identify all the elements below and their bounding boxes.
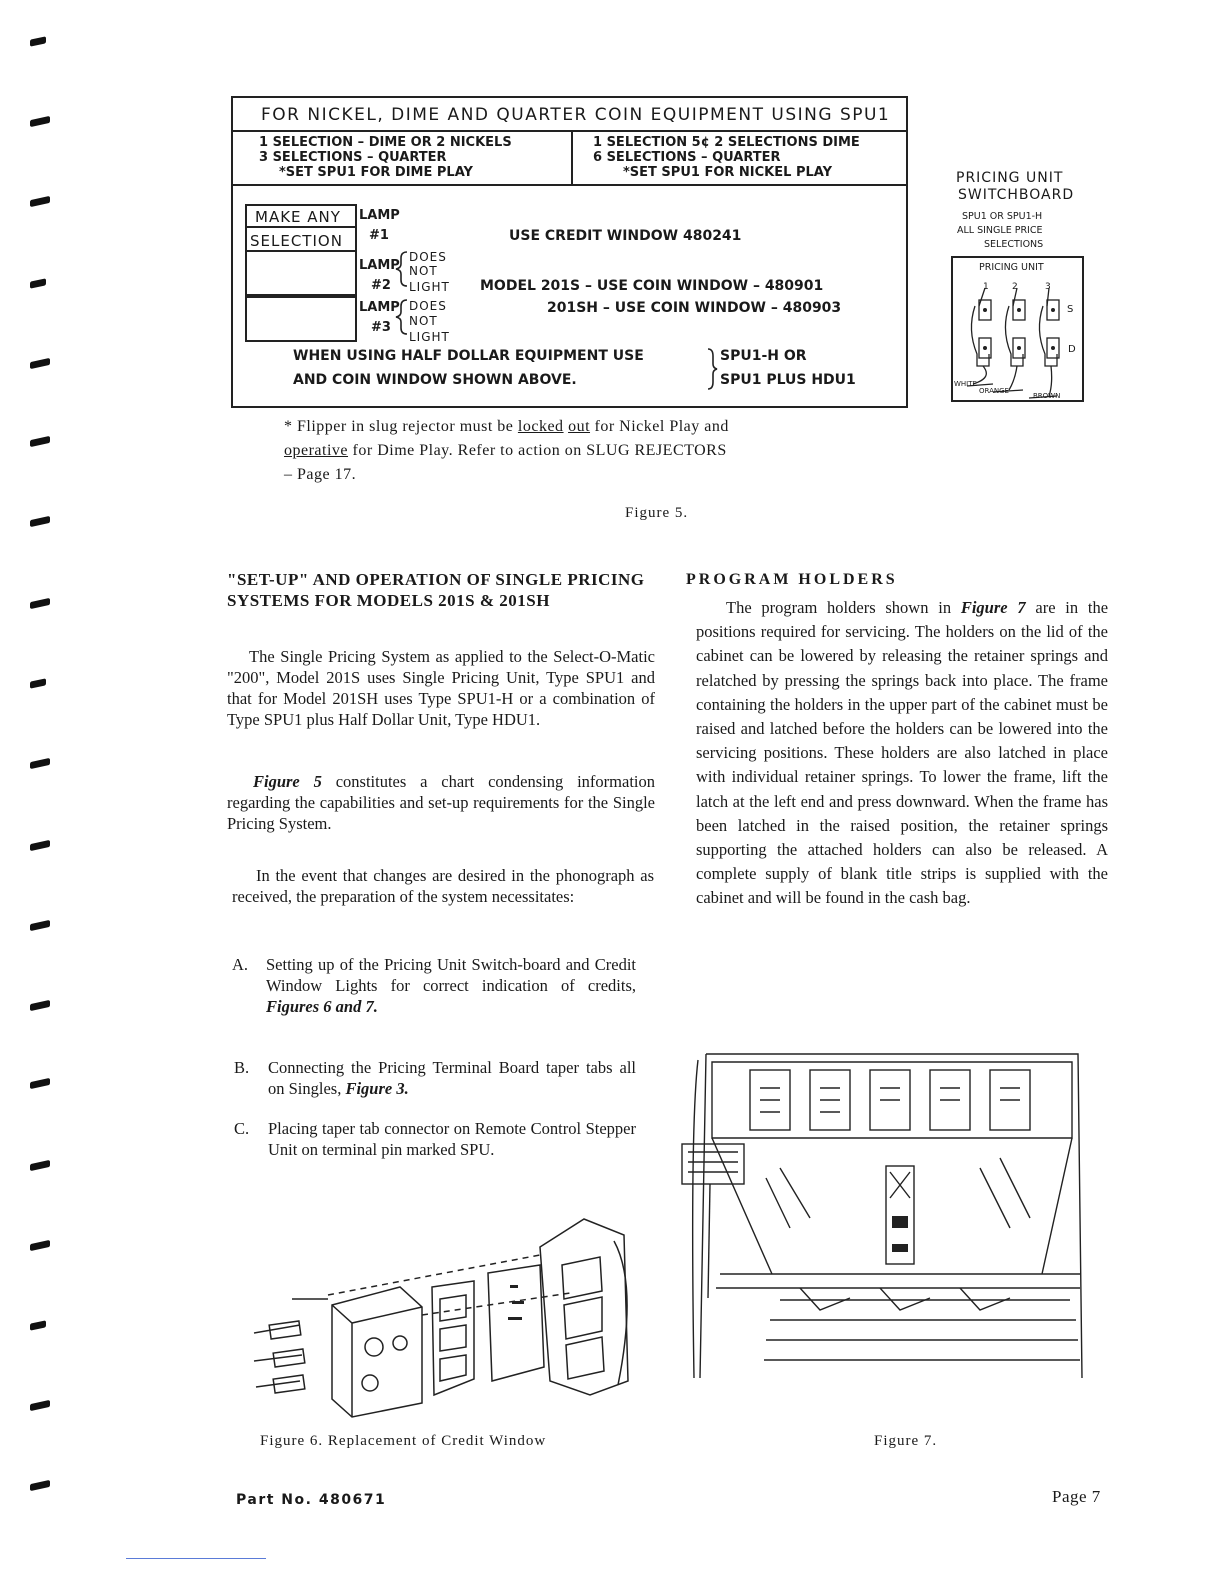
- figure-7-illustration: [680, 1048, 1086, 1386]
- nickel-play-cell: [573, 132, 906, 186]
- switch-num-2: 2: [1012, 282, 1018, 292]
- lamp-2-box: [245, 250, 357, 296]
- binding-mark: [30, 1480, 50, 1491]
- list-item-label: C.: [234, 1119, 250, 1138]
- footnote-locked: locked: [517, 418, 564, 435]
- spu-option-1: SPU1-H OR: [720, 348, 807, 364]
- paragraph-2-figure-ref: Figure 5: [253, 772, 322, 791]
- spu-brace: [705, 346, 719, 392]
- part-number: Part No. 480671: [236, 1492, 387, 1508]
- binding-mark: [30, 840, 50, 851]
- lamp-2-light: LIGHT: [409, 280, 450, 294]
- footnote-line-3: – Page 17.: [284, 466, 357, 483]
- binding-mark: [30, 358, 50, 369]
- list-item-body: Placing taper tab connector on Remote Control Stepper Unit on terminal pin marked SPU.: [268, 1119, 636, 1159]
- lamp-3-does: DOES: [409, 299, 447, 313]
- pricing-unit-sub-2: ALL SINGLE PRICE: [957, 225, 1043, 236]
- lamp-braces: [393, 248, 413, 348]
- lamp-3-not: NOT: [409, 314, 438, 328]
- pricing-unit-title-2: SWITCHBOARD: [958, 187, 1075, 203]
- list-item-a: [232, 954, 636, 1042]
- switch-num-3: 3: [1045, 282, 1051, 292]
- footnote-operative: operative: [284, 442, 349, 459]
- footnote-text-3: for Dime Play. Refer to action on SLUG REJECTORS: [352, 442, 727, 459]
- binding-mark: [30, 1400, 50, 1411]
- model-201s-text: MODEL 201S – USE COIN WINDOW – 480901: [480, 278, 824, 294]
- switch-num-1: 1: [983, 282, 989, 292]
- list-item-label: B.: [234, 1058, 250, 1077]
- switch-terminals-drawing: [953, 258, 1082, 400]
- page-number: Page 7: [1052, 1487, 1101, 1506]
- list-item-body: Setting up of the Pricing Unit Switch-board and Credit Window Lights for correct indication of credits,: [266, 955, 636, 995]
- half-dollar-line-1: WHEN USING HALF DOLLAR EQUIPMENT USE: [293, 348, 644, 364]
- binding-mark: [30, 1160, 50, 1171]
- program-paragraph-figure-ref: Figure 7: [960, 598, 1026, 617]
- binding-mark: [30, 36, 46, 46]
- binding-mark: [30, 196, 50, 207]
- lamp-2-number: #2: [371, 278, 391, 293]
- list-item-text: [268, 1057, 636, 1099]
- nickel-line-1: 1 SELECTION 5¢ 2 SELECTIONS DIME: [593, 135, 860, 150]
- list-item-b: [234, 1057, 636, 1101]
- paragraph-2: [227, 771, 655, 834]
- lamp-3-light: LIGHT: [409, 330, 450, 344]
- make-any-divider: [245, 226, 357, 228]
- binding-mark: [30, 1320, 46, 1330]
- selection-label: SELECTION: [250, 232, 343, 250]
- list-item-label: A.: [232, 955, 249, 974]
- footnote: [284, 415, 874, 487]
- label-s: S: [1067, 304, 1074, 315]
- lamp-1-label: LAMP: [359, 208, 400, 223]
- list-item-body: Connecting the Pricing Terminal Board taper tabs all on Singles,: [268, 1058, 636, 1098]
- dime-line-1: 1 SELECTION – DIME OR 2 NICKELS: [259, 135, 512, 150]
- binding-mark: [30, 116, 50, 127]
- footnote-line-2: [284, 439, 874, 463]
- label-d: D: [1068, 344, 1076, 355]
- wire-orange-label: ORANGE: [979, 387, 1009, 395]
- dime-play-cell: [233, 132, 573, 186]
- model-201sh-text: 201SH – USE COIN WINDOW – 480903: [547, 300, 842, 316]
- make-any-selection-box: [245, 204, 357, 252]
- program-paragraph-rest: are in the positions required for servicing. The holders on the lid of the cabinet can be lowered by releasing the retainer springs and relatched by pressing the springs back into place. The frame containing the holders in the upper part of the cabinet must be raised and latched before the holders can be lowered into the servicing positions. These holders are also latched in place with individual retainer springs. To lower the frame, lift the latch at the left end and press downward. When the frame has been latched in the raised position, the retainer springs supporting the attached holders can also be released. A complete supply of blank title strips is supplied with the cabinet and will be found in the cash bag.: [696, 598, 1109, 908]
- wire-white-label: WHITE: [954, 380, 977, 388]
- binding-mark: [30, 920, 50, 931]
- pricing-unit-panel: [951, 256, 1084, 402]
- binding-mark: [30, 436, 50, 447]
- footnote-text-2: for Nickel Play and: [594, 418, 729, 435]
- list-item-text: [266, 954, 636, 1017]
- wire-brown-label: BROWN: [1033, 392, 1061, 400]
- program-holders-paragraph: [696, 596, 1108, 911]
- lamp-2-does: DOES: [409, 250, 447, 264]
- footnote-line-1: [284, 415, 874, 439]
- setup-heading: "SET-UP" AND OPERATION OF SINGLE PRICING SYSTEMS FOR MODELS 201S & 201SH: [227, 570, 645, 610]
- paragraph-2-text: constitutes a chart condensing information regarding the capabilities and set-up requirements for the Single Pricing System.: [227, 772, 655, 833]
- bottom-rule: [126, 1558, 266, 1559]
- make-any-label: MAKE ANY: [255, 208, 341, 226]
- list-item-text: [268, 1118, 636, 1160]
- binding-mark: [30, 758, 50, 769]
- binding-mark: [30, 678, 46, 688]
- dime-line-3: *SET SPU1 FOR DIME PLAY: [279, 165, 473, 180]
- lamp-3-number: #3: [371, 320, 391, 335]
- pricing-unit-sub-1: SPU1 OR SPU1-H: [962, 211, 1043, 222]
- pricing-unit-sub-3: SELECTIONS: [984, 239, 1044, 250]
- figure-6-illustration: [240, 1195, 650, 1420]
- figure-5-chart: [231, 96, 908, 408]
- list-item-figure-ref: Figures 6 and 7.: [266, 997, 378, 1016]
- list-item-c: [234, 1118, 636, 1184]
- binding-mark: [30, 1078, 50, 1089]
- program-paragraph-start: The program holders shown in: [726, 598, 952, 617]
- footnote-out: out: [568, 418, 591, 435]
- binding-mark: [30, 598, 50, 609]
- lamp-3-label: LAMP: [359, 300, 400, 315]
- half-dollar-line-2: AND COIN WINDOW SHOWN ABOVE.: [293, 372, 577, 388]
- paragraph-1: The Single Pricing System as applied to the Select-O-Matic "200", Model 201S uses Single Pricing Unit, Type SPU1 and that for Model 201SH uses Type SPU1-H or a combination of Type SPU1 plus Half Dollar Unit, Type HDU1.: [227, 647, 655, 729]
- binding-mark: [30, 516, 50, 527]
- pricing-unit-title-1: PRICING UNIT: [956, 170, 1064, 186]
- lamp-1-number: #1: [369, 228, 389, 243]
- lamp-2-label: LAMP: [359, 258, 400, 273]
- program-holders-heading: PROGRAM HOLDERS: [686, 571, 898, 588]
- list-item-figure-ref: Figure 3.: [345, 1079, 409, 1098]
- lamp-2-not: NOT: [409, 264, 438, 278]
- nickel-line-2: 6 SELECTIONS – QUARTER: [593, 150, 781, 165]
- spu-option-2: SPU1 PLUS HDU1: [720, 372, 856, 388]
- figure-5-caption: Figure 5.: [625, 505, 689, 521]
- footnote-star: *: [284, 418, 293, 435]
- figure-7-caption: Figure 7.: [874, 1433, 938, 1449]
- paragraph-3: In the event that changes are desired in the phonograph as received, the preparation of the system necessitates:: [232, 866, 654, 906]
- binding-mark: [30, 1240, 50, 1251]
- lamp-3-box: [245, 296, 357, 342]
- chart-header: FOR NICKEL, DIME AND QUARTER COIN EQUIPMENT USING SPU1: [233, 98, 906, 132]
- panel-label: PRICING UNIT: [979, 262, 1044, 273]
- dime-line-2: 3 SELECTIONS – QUARTER: [259, 150, 447, 165]
- binding-mark: [30, 278, 46, 288]
- binding-mark: [30, 1000, 50, 1011]
- footnote-text-1: Flipper in slug rejector must be: [297, 418, 514, 435]
- nickel-line-3: *SET SPU1 FOR NICKEL PLAY: [623, 165, 832, 180]
- credit-window-text: USE CREDIT WINDOW 480241: [509, 228, 742, 244]
- figure-6-caption: Figure 6. Replacement of Credit Window: [260, 1433, 547, 1449]
